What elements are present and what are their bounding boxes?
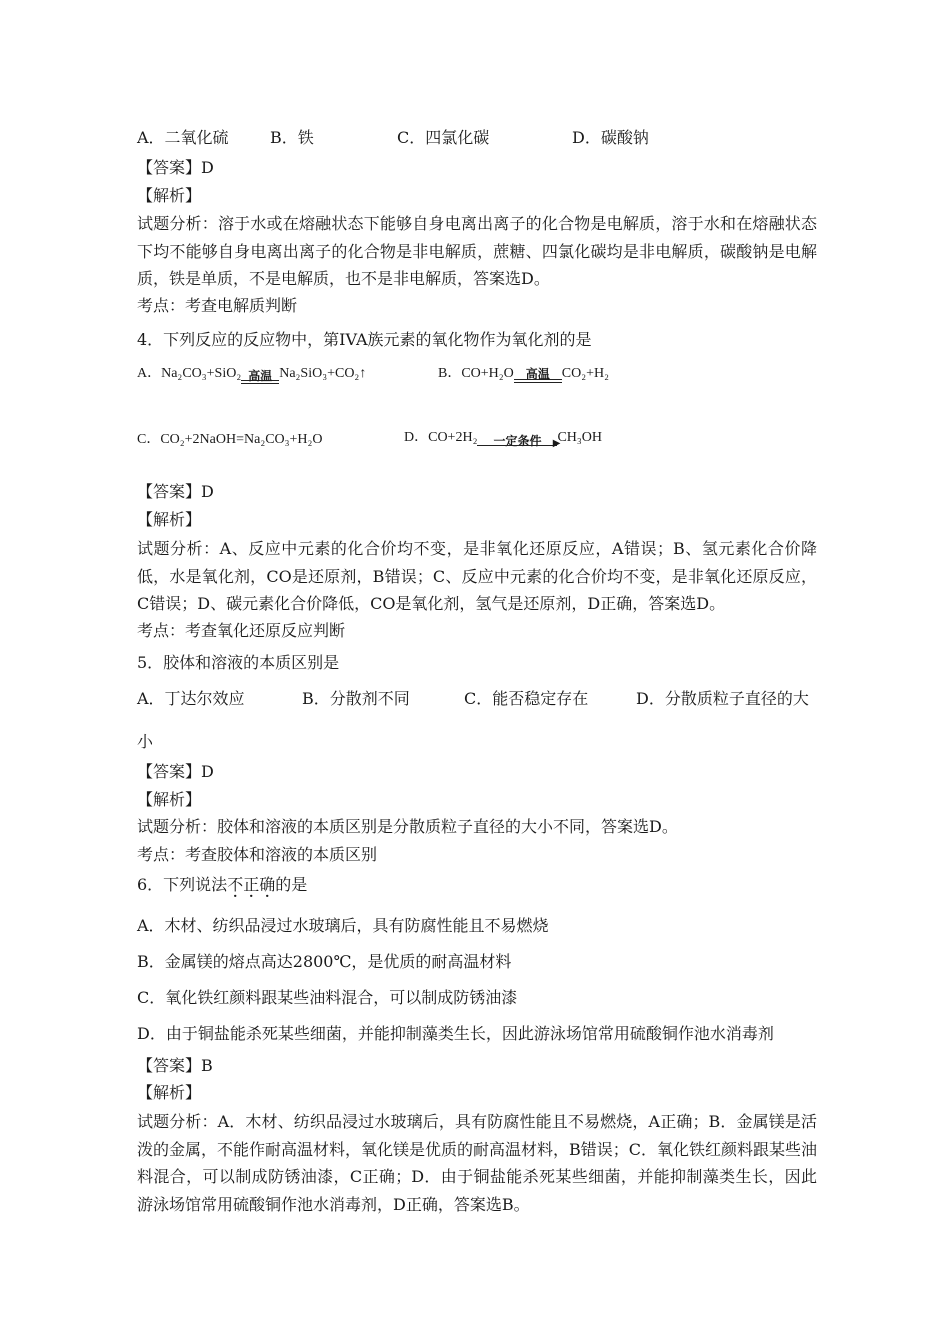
q4-stem: 4．下列反应的反应物中，第IVA族元素的氧化物作为氧化剂的是: [137, 330, 592, 349]
q3-analysis: 试题分析：溶于水或在熔融状态下能够自身电离出离子的化合物是电解质，溶于水和在熔融状态下均不能够自身电离出离子的化合物是非电解质，蔗糖、四氯化碳均是非电解质，碳酸钠是电解质，铁是单质，不是电解质，也不是非电解质，答案选D。: [137, 214, 817, 288]
q3-option-b: B．铁: [270, 128, 314, 147]
q3-option-c: C．四氯化碳: [397, 128, 490, 147]
q4-a-arrow: [241, 370, 279, 384]
q4-answer: 【答案】D: [137, 482, 214, 501]
q6-option-c: C．氧化铁红颜料跟某些油料混合，可以制成防锈油漆: [137, 988, 518, 1007]
q5-option-d-wrap: 小: [137, 732, 154, 751]
q4-b-products: CO₂+H₂: [561, 366, 610, 381]
q6-stem: [137, 875, 307, 895]
q3-answer: 【答案】D: [137, 158, 214, 177]
q6-stem-prefix: 6．下列说法: [137, 875, 228, 894]
q5-option-a: A．丁达尔效应: [137, 689, 245, 708]
q6-emphasis-char: 不: [227, 875, 244, 894]
q3-point: 考点：考查电解质判断: [137, 296, 298, 315]
q4-d-reactants: D．CO+2H₂: [404, 430, 478, 445]
reversible-arrow-icon: [514, 378, 562, 384]
q4-a-products: Na₂SiO₃+CO₂↑: [279, 366, 367, 381]
q4-analysis: 试题分析：A、反应中元素的化合价均不变，是非氧化还原反应，A错误；B、氢元素化合价降低，水是氧化剂，CO是还原剂，B错误；C、反应中元素的化合价均不变，是非氧化还原反应，C错误；D、碳元素化合价降低，CO是氧化剂，氢气是还原剂，D正确，答案选D。: [137, 539, 817, 613]
q4-b-reactants: B．CO+H₂O: [438, 366, 514, 381]
q5-option-c: C．能否稳定存在: [464, 689, 589, 708]
q6-option-d: D．由于铜盐能杀死某些细菌，并能抑制藻类生长，因此游泳场馆常用硫酸铜作池水消毒剂: [137, 1024, 774, 1043]
q3-option-d: D．碳酸钠: [572, 128, 649, 147]
q4-option-c: C．CO₂+2NaOH=Na₂CO₃+H₂O: [137, 432, 323, 447]
q4-point: 考点：考查氧化还原反应判断: [137, 621, 346, 640]
q3-option-a: A．二氧化硫: [137, 128, 229, 147]
q5-point: 考点：考查胶体和溶液的本质区别: [137, 845, 378, 864]
q4-option-a: [137, 364, 366, 384]
q6-emphasis-char: 正: [243, 875, 260, 894]
q6-option-b: B．金属镁的熔点高达2800℃，是优质的耐高温材料: [137, 952, 512, 971]
q4-d-products: CH₃OH: [557, 430, 603, 445]
q5-option-d: D．分散质粒子直径的大: [636, 689, 809, 708]
q6-analysis: 试题分析：A．木材、纺织品浸过水玻璃后，具有防腐性能且不易燃烧，A正确；B．金属镁是活泼的金属，不能作耐高温材料，氧化镁是优质的耐高温材料，B错误；C．氧化铁红颜料跟某些油料混合，可以制成防锈油漆，C正确；D．由于铜盐能杀死某些细菌，并能抑制藻类生长，因此游泳场馆常用硫酸铜作池水消毒剂，D正确，答案选B。: [137, 1112, 818, 1214]
q6-emphasis-char: 确: [259, 875, 276, 894]
q4-option-b: [438, 364, 609, 384]
q5-analysis: 试题分析：胶体和溶液的本质区别是分散质粒子直径的大小不同，答案选D。: [137, 817, 678, 836]
q4-analysis-label: 【解析】: [137, 510, 202, 529]
q4-d-condition: 一定条件: [493, 434, 542, 448]
q4-a-condition: 高温: [248, 369, 273, 383]
q6-option-a: A．木材、纺织品浸过水玻璃后，具有防腐性能且不易燃烧: [137, 916, 549, 935]
q6-analysis-label: 【解析】: [137, 1083, 202, 1102]
q4-a-reactants: A．Na₂CO₃+SiO₂: [137, 366, 242, 381]
q4-option-d: [404, 428, 602, 448]
q5-answer: 【答案】D: [137, 762, 214, 781]
q3-analysis-label: 【解析】: [137, 186, 202, 205]
q5-stem: 5．胶体和溶液的本质区别是: [137, 653, 340, 672]
q6-answer: 【答案】B: [137, 1056, 213, 1075]
q5-option-b: B．分散剂不同: [302, 689, 410, 708]
q4-b-arrow: [514, 368, 562, 384]
q4-d-arrow: [477, 434, 561, 449]
q5-analysis-label: 【解析】: [137, 790, 202, 809]
q4-b-condition: 高温: [525, 367, 550, 381]
right-arrow-icon: ▶: [477, 445, 557, 448]
q6-stem-suffix: 的是: [275, 875, 308, 894]
